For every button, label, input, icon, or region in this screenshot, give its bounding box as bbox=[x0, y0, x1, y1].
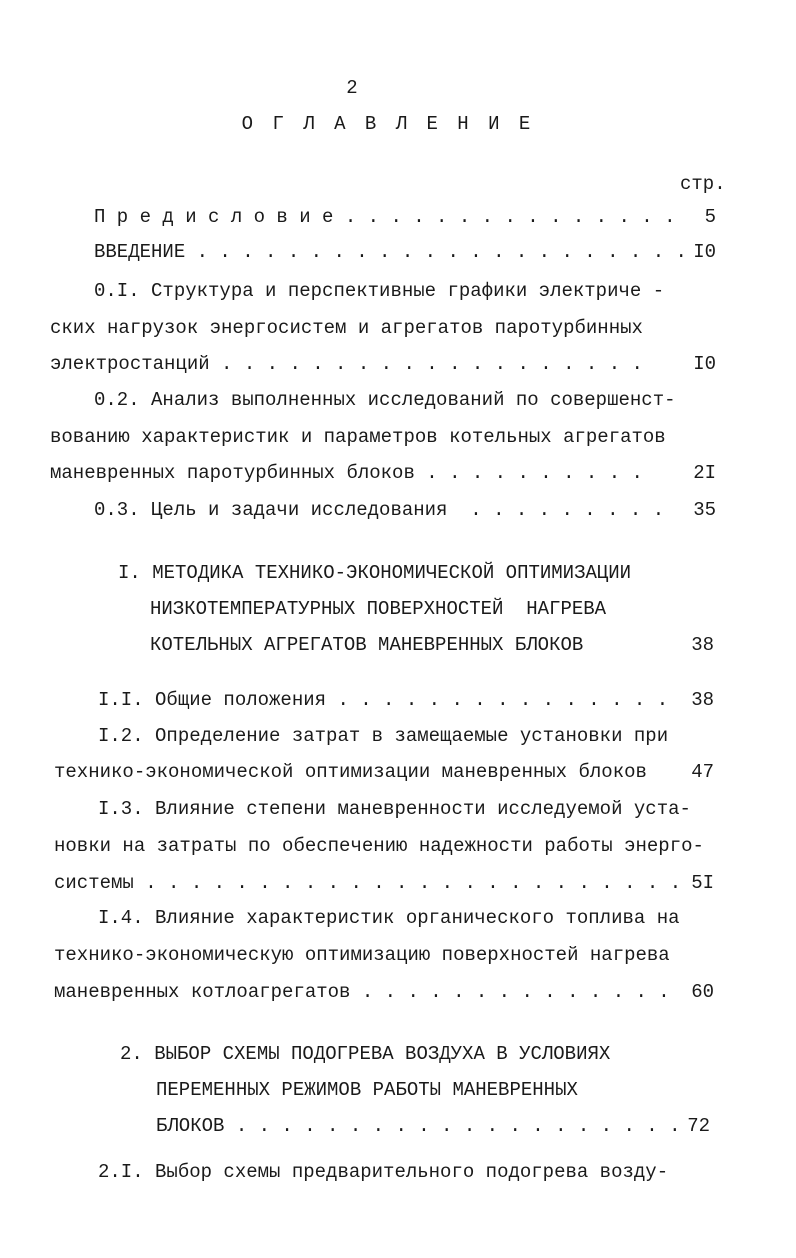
toc-entry-0-1-line1: 0.I. Структура и перспективные графики электриче - bbox=[94, 280, 665, 302]
toc-entry-0-1-line3: электростанций . . . . . . . . . . . . . . . . . . . bbox=[50, 353, 643, 375]
toc-entry-preface: П р е д и с л о в и е . . . . . . . . . . . . . . . bbox=[94, 206, 676, 228]
toc-chapter-1-line2: НИЗКОТЕМПЕРАТУРНЫХ ПОВЕРХНОСТЕЙ НАГРЕВА bbox=[150, 598, 607, 620]
toc-page-introduction: I0 bbox=[693, 241, 716, 263]
toc-chapter-2-line3: БЛОКОВ . . . . . . . . . . . . . . . . . . . . bbox=[156, 1115, 681, 1137]
toc-page-1-4: 60 bbox=[691, 981, 714, 1003]
toc-entry-0-2-line2: вованию характеристик и параметров котельных агрегатов bbox=[50, 426, 666, 448]
toc-page-chapter-2: 72 bbox=[687, 1115, 710, 1137]
toc-entry-1-4-line3: маневренных котлоагрегатов . . . . . . . . . . . . . . bbox=[54, 981, 670, 1003]
toc-chapter-2-line2: ПЕРЕМЕННЫХ РЕЖИМОВ РАБОТЫ МАНЕВРЕННЫХ bbox=[156, 1079, 578, 1101]
toc-entry-0-2-line3: маневренных паротурбинных блоков . . . . . . . . . . bbox=[50, 462, 643, 484]
page-number: 2 bbox=[346, 77, 358, 99]
toc-entry-1-4-line2: технико-экономическую оптимизацию поверхностей нагрева bbox=[54, 944, 670, 966]
toc-entry-2-1-line1: 2.I. Выбор схемы предварительного подогрева возду- bbox=[98, 1161, 669, 1183]
toc-page-0-3: 35 bbox=[693, 499, 716, 521]
toc-entry-1-3-line2: новки на затраты по обеспечению надежности работы энерго- bbox=[54, 835, 704, 857]
toc-entry-0-1-line2: ских нагрузок энергосистем и агрегатов паротурбинных bbox=[50, 317, 643, 339]
toc-entry-1-2-line1: I.2. Определение затрат в замещаемые установки при bbox=[98, 725, 669, 747]
toc-entry-1-2-line2: технико-экономической оптимизации маневренных блоков bbox=[54, 761, 647, 783]
toc-page-chapter-1: 38 bbox=[691, 634, 714, 656]
toc-entry-1-3-line1: I.3. Влияние степени маневренности исследуемой уста- bbox=[98, 798, 691, 820]
toc-entry-0-3: 0.3. Цель и задачи исследования . . . . . . . . . bbox=[94, 499, 665, 521]
toc-page-1-2: 47 bbox=[691, 761, 714, 783]
toc-page-preface: 5 bbox=[704, 206, 716, 228]
toc-chapter-2-line1: 2. ВЫБОР СХЕМЫ ПОДОГРЕВА ВОЗДУХА В УСЛОВИЯХ bbox=[120, 1043, 611, 1065]
toc-entry-1-3-line3: системы . . . . . . . . . . . . . . . . . . . . . . . . bbox=[54, 872, 682, 894]
toc-page-1-3: 5I bbox=[691, 872, 714, 894]
toc-chapter-1-line3: КОТЕЛЬНЫХ АГРЕГАТОВ МАНЕВРЕННЫХ БЛОКОВ bbox=[150, 634, 584, 656]
page-title: О Г Л А В Л Е Н И Е bbox=[241, 113, 535, 135]
toc-page-0-1: I0 bbox=[693, 353, 716, 375]
toc-page-1-1: 38 bbox=[691, 689, 714, 711]
toc-entry-1-1: I.I. Общие положения . . . . . . . . . . . . . . . bbox=[98, 689, 669, 711]
toc-entry-1-4-line1: I.4. Влияние характеристик органического топлива на bbox=[98, 907, 680, 929]
toc-entry-0-2-line1: 0.2. Анализ выполненных исследований по совершенст- bbox=[94, 389, 676, 411]
toc-entry-introduction: ВВЕДЕНИЕ . . . . . . . . . . . . . . . . . . . . . . bbox=[94, 241, 687, 263]
toc-chapter-1-line1: I. МЕТОДИКА ТЕХНИКО-ЭКОНОМИЧЕСКОЙ ОПТИМИЗАЦИИ bbox=[118, 562, 632, 584]
page-column-label: стр. bbox=[680, 173, 726, 195]
toc-page-0-2: 2I bbox=[693, 462, 716, 484]
